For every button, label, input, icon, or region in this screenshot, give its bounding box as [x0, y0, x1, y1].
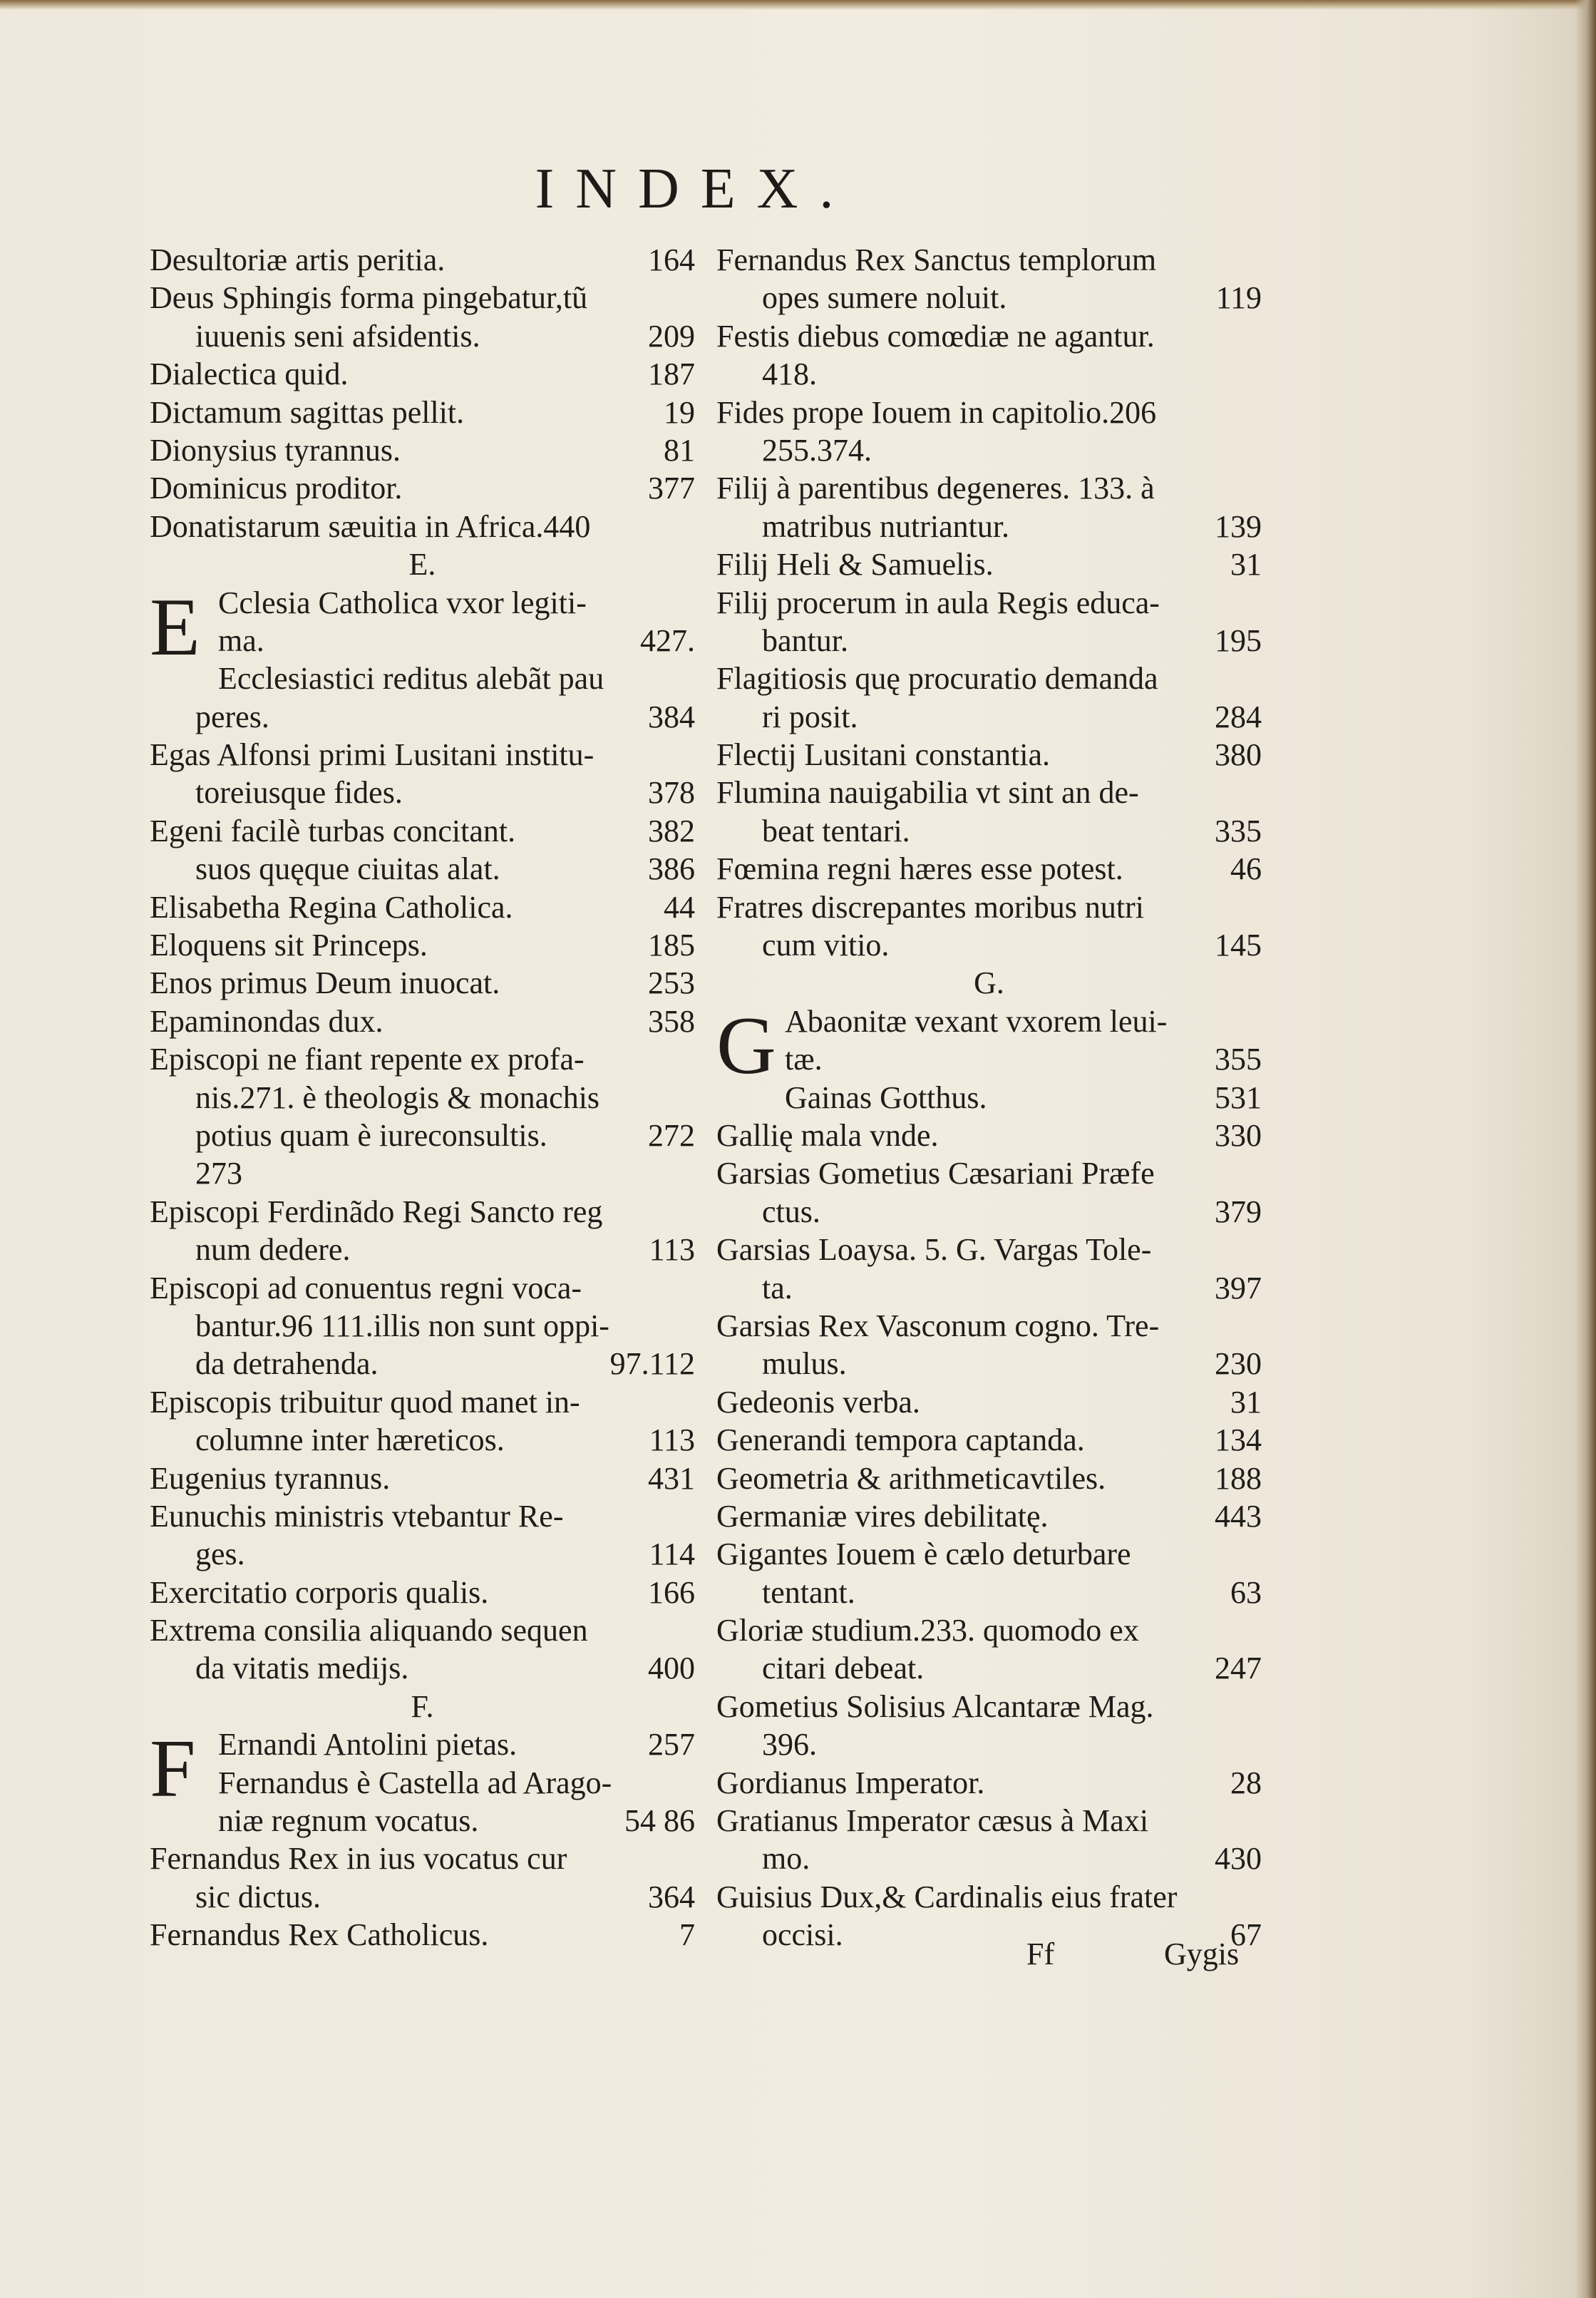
entry-page-ref: 7	[679, 1917, 695, 1953]
index-entry	[716, 394, 1262, 431]
entry-page-ref: 330	[1215, 1117, 1262, 1153]
index-entry	[716, 1611, 1262, 1649]
entry-page-ref: 31	[1230, 547, 1262, 583]
entry-page-ref: 378	[648, 775, 695, 811]
entry-text: Episcopi ad conuentus regni voca-	[150, 1270, 582, 1306]
entry-page-ref: 46	[1230, 851, 1262, 887]
index-entry	[716, 1193, 1262, 1231]
entry-text: iuuenis seni afsidentis.	[195, 318, 480, 354]
index-entry	[150, 1649, 695, 1687]
entry-text: Ecclesiastici reditus alebãt pau	[218, 661, 604, 697]
entry-text: Donatistarum sæuitia in Africa.440	[150, 508, 591, 544]
index-entry	[150, 1916, 695, 1954]
index-entry	[716, 1535, 1262, 1573]
entry-page-ref: 166	[648, 1574, 695, 1610]
entry-text: Gometius Solisius Alcantaræ Mag.	[716, 1688, 1154, 1724]
index-entry	[716, 508, 1262, 545]
index-entry	[716, 1117, 1262, 1154]
index-entry	[150, 317, 695, 355]
entry-text: tentant.	[762, 1574, 855, 1610]
index-entry	[150, 1497, 695, 1535]
entry-page-ref: 54 86	[624, 1803, 695, 1839]
index-entry	[716, 1878, 1262, 1916]
entry-page-ref: 185	[648, 928, 695, 963]
index-entry	[150, 1611, 695, 1649]
entry-text: Flumina nauigabilia vt sint an de-	[716, 775, 1139, 811]
index-entry	[150, 1764, 695, 1802]
entry-text: Fœmina regni hæres esse potest.	[716, 851, 1123, 887]
entry-text: Filij Heli & Samuelis.	[716, 547, 994, 583]
entry-page-ref: 257	[648, 1727, 695, 1763]
index-entry	[716, 1764, 1262, 1802]
index-entry	[716, 1574, 1262, 1611]
index-entry	[716, 1421, 1262, 1459]
index-entry	[150, 1535, 695, 1573]
entry-text: Garsias Gometius Cæsariani Præfe	[716, 1156, 1155, 1191]
entry-text: Egas Alfonsi primi Lusitani institu-	[150, 737, 594, 773]
index-entry	[716, 926, 1262, 964]
entry-page-ref: 113	[649, 1422, 695, 1458]
entry-page-ref: 397	[1215, 1270, 1262, 1306]
entry-text: Fernandus Rex Sanctus templorum	[716, 242, 1157, 277]
index-entry	[150, 1040, 695, 1078]
index-entry	[150, 469, 695, 507]
entry-page-ref: 31	[1230, 1384, 1262, 1420]
entry-text: Fernandus Rex Catholicus.	[150, 1917, 489, 1953]
section-heading	[716, 964, 1262, 1002]
entry-page-ref: 431	[648, 1460, 695, 1496]
entry-text: Germaniæ vires debilitatę.	[716, 1498, 1049, 1534]
entry-page-ref: 382	[648, 813, 695, 848]
drop-capital: E	[150, 581, 200, 673]
entry-text: matribus nutriantur.	[762, 508, 1010, 544]
index-entry	[150, 1193, 695, 1231]
index-entry	[150, 698, 695, 736]
index-entry	[150, 1840, 695, 1877]
entry-page-ref: 400	[648, 1651, 695, 1686]
entry-page-ref: 380	[1215, 737, 1262, 773]
entry-text: 255.374.	[762, 432, 872, 468]
entry-page-ref: 19	[664, 394, 695, 430]
index-column-left	[150, 241, 695, 1954]
entry-text: ta.	[762, 1270, 793, 1306]
index-entry	[150, 508, 695, 545]
page-right-edge	[1575, 0, 1596, 2298]
index-entry	[716, 1649, 1262, 1687]
entry-text: Fides prope Iouem in capitolio.206	[716, 394, 1157, 430]
entry-page-ref: 81	[664, 432, 695, 468]
index-entry	[716, 1307, 1262, 1345]
entry-page-ref: 28	[1230, 1765, 1262, 1800]
entry-text: Fratres discrepantes moribus nutri	[716, 889, 1144, 925]
entry-text: Gloriæ studium.233. quomodo ex	[716, 1613, 1139, 1648]
entry-text: Eloquens sit Princeps.	[150, 928, 428, 963]
section-heading	[150, 545, 695, 583]
index-entry	[716, 241, 1262, 279]
index-entry	[716, 622, 1262, 660]
index-entry	[150, 964, 695, 1002]
index-entry	[716, 1231, 1262, 1268]
entry-page-ref: 284	[1215, 699, 1262, 734]
entry-page-ref: 358	[648, 1003, 695, 1039]
entry-text: toreiusque fides.	[195, 775, 403, 811]
index-entry	[716, 545, 1262, 583]
entry-text: ri posit.	[762, 699, 858, 734]
entry-text: niæ regnum vocatus.	[218, 1803, 479, 1839]
entry-text: Dionysius tyrannus.	[150, 432, 401, 468]
entry-page-ref: 114	[649, 1537, 695, 1572]
entry-text: Extrema consilia aliquando sequen	[150, 1613, 588, 1648]
index-entry	[150, 1878, 695, 1916]
index-entry	[150, 1307, 695, 1345]
entry-text: Filij procerum in aula Regis educa-	[716, 585, 1160, 620]
entry-page-ref: 195	[1215, 622, 1262, 658]
entry-text: Fernandus Rex in ius vocatus cur	[150, 1841, 567, 1877]
entry-text: beat tentari.	[762, 813, 910, 848]
index-entry	[150, 1383, 695, 1421]
entry-page-ref: 139	[1215, 508, 1262, 544]
index-entry	[150, 394, 695, 431]
entry-page-ref: 119	[1215, 280, 1262, 316]
entry-page-ref: 230	[1215, 1346, 1262, 1382]
entry-text: Eunuchis ministris vtebantur Re-	[150, 1498, 564, 1534]
index-entry	[716, 1040, 1262, 1078]
entry-text: F.	[411, 1688, 434, 1724]
drop-capital: F	[150, 1723, 196, 1815]
index-entry	[150, 1802, 695, 1840]
index-entry	[716, 1497, 1262, 1535]
entry-text: sic dictus.	[195, 1879, 321, 1914]
index-entry	[716, 1725, 1262, 1763]
entry-text: columne inter hæreticos.	[195, 1422, 505, 1458]
entry-text: ma.	[218, 622, 264, 658]
entry-text: da detrahenda.	[195, 1346, 379, 1382]
index-entry	[716, 660, 1262, 697]
entry-page-ref: 335	[1215, 813, 1262, 848]
index-entry	[716, 469, 1262, 507]
index-entry	[716, 1840, 1262, 1877]
entry-page-ref: 188	[1215, 1460, 1262, 1496]
index-entry	[716, 774, 1262, 811]
entry-page-ref: 253	[648, 965, 695, 1001]
entry-text: Dictamum sagittas pellit.	[150, 394, 465, 430]
entry-page-ref: 187	[648, 357, 695, 392]
entry-text: Gigantes Iouem è cælo deturbare	[716, 1537, 1131, 1572]
index-entry	[150, 622, 695, 660]
entry-page-ref: 430	[1215, 1841, 1262, 1877]
entry-text: Eugenius tyrannus.	[150, 1460, 391, 1496]
index-entry	[150, 660, 695, 697]
index-entry	[150, 1117, 695, 1154]
index-entry	[716, 584, 1262, 622]
entry-text: occisi.	[762, 1917, 843, 1953]
index-entry	[150, 431, 695, 469]
entry-text: Episcopi Ferdinãdo Regi Sancto reg	[150, 1194, 603, 1229]
entry-text: ctus.	[762, 1194, 820, 1229]
index-entry	[150, 888, 695, 926]
index-entry	[150, 279, 695, 317]
entry-text: citari debeat.	[762, 1651, 925, 1686]
entry-text: mo.	[762, 1841, 810, 1877]
entry-text: bantur.96 111.illis non sunt oppi-	[195, 1308, 609, 1343]
index-entry	[716, 317, 1262, 355]
entry-text: nis.271. è theologis & monachis	[195, 1079, 600, 1115]
entry-text: Geometria & arithmeticavtiles.	[716, 1460, 1106, 1496]
entry-text: 396.	[762, 1727, 817, 1763]
index-entry	[716, 1802, 1262, 1840]
entry-text: Ernandi Antolini pietas.	[218, 1727, 518, 1763]
entry-page-ref: 145	[1215, 928, 1262, 963]
entry-page-ref: 272	[648, 1117, 695, 1153]
entry-page-ref: 67	[1230, 1917, 1262, 1953]
entry-text: peres.	[195, 699, 269, 734]
entry-text: Episcopi ne fiant repente ex profa-	[150, 1042, 585, 1077]
entry-text: Fernandus è Castella ad Arago-	[218, 1765, 612, 1800]
entry-page-ref: 379	[1215, 1194, 1262, 1229]
entry-text: Festis diebus comœdiæ ne agantur.	[716, 318, 1155, 354]
index-entry	[716, 1154, 1262, 1192]
signature-mark: Ff	[1026, 1937, 1055, 1971]
entry-text: Enos primus Deum inuocat.	[150, 965, 500, 1001]
entry-page-ref: 531	[1215, 1079, 1262, 1115]
entry-text: Abaonitæ vexant vxorem leui-	[785, 1003, 1168, 1039]
entry-text: bantur.	[762, 622, 848, 658]
entry-text: tæ.	[785, 1042, 823, 1077]
entry-text: E.	[408, 547, 436, 583]
entry-text: num dedere.	[195, 1232, 351, 1268]
entry-text: Gedeonis verba.	[716, 1384, 920, 1420]
entry-page-ref: 164	[648, 242, 695, 277]
page-top-edge	[0, 0, 1596, 10]
entry-text: Egeni facilè turbas concitant.	[150, 813, 516, 848]
entry-text: Garsias Loaysa. 5. G. Vargas Tole-	[716, 1232, 1152, 1268]
index-entry	[150, 774, 695, 811]
index-entry	[716, 431, 1262, 469]
entry-text: Elisabetha Regina Catholica.	[150, 889, 513, 925]
index-entry	[716, 698, 1262, 736]
index-entry	[716, 850, 1262, 888]
index-entry	[716, 1269, 1262, 1307]
index-entry	[150, 1269, 695, 1307]
entry-text: Exercitatio corporis qualis.	[150, 1574, 489, 1610]
index-entry	[150, 1345, 695, 1383]
entry-page-ref: 443	[1215, 1498, 1262, 1534]
index-entry	[150, 850, 695, 888]
index-entry	[716, 812, 1262, 850]
index-entry	[716, 736, 1262, 774]
entry-text: Flectij Lusitani constantia.	[716, 737, 1051, 773]
entry-page-ref: 113	[649, 1232, 695, 1268]
index-entry	[150, 241, 695, 279]
entry-page-ref: 355	[1215, 1042, 1262, 1077]
entry-text: suos quęque ciuitas alat.	[195, 851, 500, 887]
entry-text: Filij à parentibus degeneres. 133. à	[716, 471, 1155, 506]
entry-text: da vitatis medijs.	[195, 1651, 409, 1686]
catchword: Gygis	[1164, 1937, 1240, 1971]
entry-text: 273	[195, 1156, 242, 1191]
index-entry	[716, 279, 1262, 317]
index-entry	[716, 888, 1262, 926]
entry-page-ref: 384	[648, 699, 695, 734]
entry-text: Gallię mala vnde.	[716, 1117, 939, 1153]
entry-page-ref: 209	[648, 318, 695, 354]
entry-text: Episcopis tribuitur quod manet in-	[150, 1384, 580, 1420]
index-entry	[150, 1002, 695, 1040]
entry-text: Guisius Dux,& Cardinalis eius frater	[716, 1879, 1178, 1914]
index-entry	[716, 355, 1262, 393]
entry-text: Flagitiosis quę procuratio demanda	[716, 661, 1158, 697]
entry-page-ref: 247	[1215, 1651, 1262, 1686]
entry-text: Gratianus Imperator cæsus à Maxi	[716, 1803, 1149, 1839]
index-entry	[150, 1421, 695, 1459]
entry-page-ref: 44	[664, 889, 695, 925]
index-entry	[150, 926, 695, 964]
drop-capital: G	[716, 1000, 776, 1092]
index-entry	[150, 1231, 695, 1268]
index-entry	[716, 1383, 1262, 1421]
entry-text: opes sumere noluit.	[762, 280, 1007, 316]
index-entry	[150, 736, 695, 774]
index-entry	[150, 1154, 695, 1192]
entry-text: Cclesia Catholica vxor legiti-	[218, 585, 587, 620]
index-column-right	[716, 241, 1262, 1954]
entry-text: Desultoriæ artis peritia.	[150, 242, 446, 277]
entry-text: Gainas Gotthus.	[785, 1079, 987, 1115]
entry-text: Deus Sphingis forma pingebatur,tũ	[150, 280, 588, 316]
index-entry	[716, 1079, 1262, 1117]
entry-text: potius quam è iureconsultis.	[195, 1117, 547, 1153]
index-entry	[150, 1079, 695, 1117]
entry-text: Dominicus proditor.	[150, 471, 403, 506]
index-entry	[150, 355, 695, 393]
entry-page-ref: 364	[648, 1879, 695, 1914]
entry-page-ref: 97.112	[609, 1346, 695, 1382]
entry-text: G.	[974, 965, 1004, 1001]
entry-text: mulus.	[762, 1346, 847, 1382]
index-entry	[150, 1574, 695, 1611]
entry-page-ref: 63	[1230, 1574, 1262, 1610]
section-heading	[150, 1688, 695, 1725]
entry-text: cum vitio.	[762, 928, 890, 963]
entry-text: Generandi tempora captanda.	[716, 1422, 1085, 1458]
index-entry	[150, 812, 695, 850]
entry-text: Gordianus Imperator.	[716, 1765, 985, 1800]
entry-text: 418.	[762, 357, 817, 392]
index-entry	[716, 1345, 1262, 1383]
entry-page-ref: 427.	[640, 622, 695, 658]
page-title: INDEX.	[535, 158, 855, 220]
entry-text: Garsias Rex Vasconum cogno. Tre-	[716, 1308, 1160, 1343]
entry-page-ref: 134	[1215, 1422, 1262, 1458]
entry-text: ges.	[195, 1537, 245, 1572]
entry-text: Dialectica quid.	[150, 357, 349, 392]
index-entry	[716, 1460, 1262, 1497]
index-entry	[150, 1460, 695, 1497]
entry-page-ref: 377	[648, 471, 695, 506]
entry-text: Epaminondas dux.	[150, 1003, 383, 1039]
index-entry	[716, 1688, 1262, 1725]
entry-page-ref: 386	[648, 851, 695, 887]
